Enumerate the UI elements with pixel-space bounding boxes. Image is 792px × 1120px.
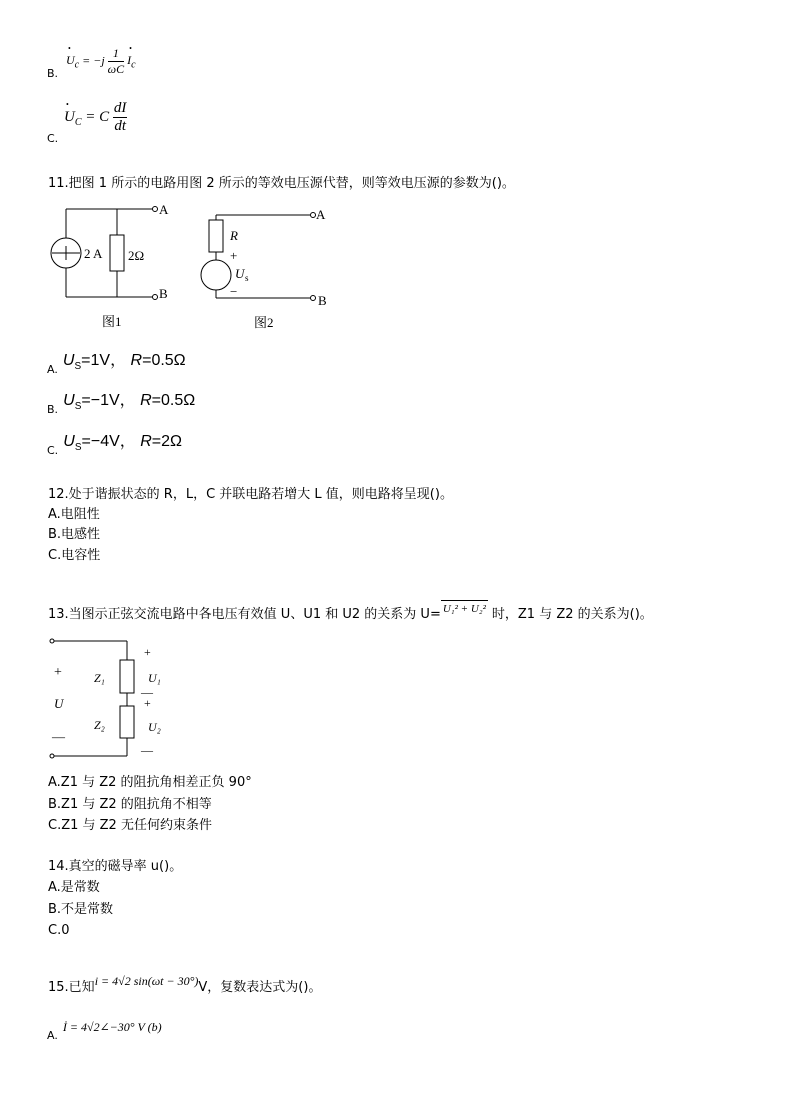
resistor-label: 2Ω (128, 248, 145, 263)
q11-option-a[interactable] (47, 347, 186, 376)
u-label: U (54, 696, 64, 711)
u-value: =1V， (81, 352, 127, 369)
r-symbol: R (130, 352, 143, 369)
q10-option-b[interactable] (47, 66, 58, 82)
option-value (63, 433, 182, 454)
u2-label: U₂ (148, 720, 161, 734)
q10-option-c[interactable] (47, 131, 58, 147)
q11-option-b[interactable] (47, 387, 196, 416)
resistor (110, 235, 124, 271)
u2-minus: — (141, 743, 153, 757)
r-value: =0.5Ω (151, 392, 196, 409)
option-label: B. (47, 403, 59, 416)
option-label: A. (47, 363, 58, 376)
u-subscript: S (74, 442, 82, 454)
u2-plus: + (144, 696, 151, 710)
u1-minus: — (141, 685, 153, 699)
z1-impedance (120, 660, 134, 693)
u-subscript: S (74, 361, 82, 373)
figure-2-circuit (201, 213, 316, 301)
u1-label: U₁ (148, 671, 161, 685)
q14-option-b[interactable]: B.不是常数 (48, 902, 114, 917)
resistor (209, 220, 223, 252)
formula-subscript: C (74, 116, 82, 128)
sqrt-expression: U₁² + U₂² (441, 600, 488, 617)
frac-denominator: ωC (107, 62, 125, 76)
formula-equals: = C (85, 108, 110, 125)
q11-question: 11.把图 1 所示的电路用图 2 所示的等效电压源代替，则等效电压源的参数为()。 (48, 176, 515, 191)
u-plus: + (54, 665, 62, 680)
q10-option-b-formula (66, 46, 136, 77)
q13-figure (44, 636, 174, 764)
question-text-end: 时，Z1 与 Z2 的关系为()。 (491, 607, 653, 622)
q11-figures (40, 198, 350, 336)
plus-sign: + (230, 248, 238, 263)
formula-subscript: c (74, 59, 80, 71)
q12-option-a[interactable]: A.电阻性 (48, 507, 100, 522)
q15-question (48, 974, 322, 996)
q11-option-c[interactable] (47, 428, 182, 457)
u-symbol: U (62, 352, 75, 369)
u-symbol: U (63, 392, 75, 409)
r-label: R (230, 228, 238, 243)
z2-label: Z₂ (94, 718, 105, 732)
figure-2-caption: 图2 (254, 315, 274, 330)
q13-option-b[interactable]: B.Z1 与 Z2 的阻抗角不相等 (48, 797, 212, 812)
frac-denominator: dt (114, 118, 126, 134)
q13-question (48, 603, 653, 623)
option-label: C. (47, 444, 59, 457)
question-text-start: 15.已知 (48, 980, 95, 995)
source-label: 2 A (84, 246, 103, 261)
q15-option-a[interactable] (47, 1016, 162, 1042)
option-label: B. (47, 67, 59, 80)
u1-plus: + (144, 645, 151, 659)
node-b-label: B (318, 293, 327, 308)
z2-impedance (120, 706, 134, 738)
formula-symbol: • I (127, 53, 131, 68)
r-value: =0.5Ω (142, 352, 186, 369)
minus-sign: − (230, 284, 238, 299)
r-symbol: R (140, 433, 152, 450)
formula-equals: = −j (82, 53, 105, 68)
node-a-label: A (159, 202, 169, 217)
option-value (62, 352, 186, 373)
q12-option-b[interactable]: B.电感性 (48, 527, 101, 542)
node-b-label: B (159, 286, 168, 301)
u-minus: — (52, 729, 65, 744)
formula-symbol: • U (66, 53, 75, 68)
q14-option-c[interactable]: C.0 (48, 923, 70, 938)
us-subscript: s (245, 273, 249, 283)
option-label: A. (47, 1029, 58, 1042)
q14-option-a[interactable]: A.是常数 (48, 880, 100, 895)
r-symbol: R (140, 392, 152, 409)
frac-numerator: 1 (108, 46, 124, 62)
figure-1-caption: 图1 (102, 314, 122, 329)
formula-fraction (113, 100, 128, 135)
q12-option-c[interactable]: C.电容性 (48, 548, 101, 563)
frac-numerator: dI (113, 100, 127, 116)
q13-option-a[interactable]: A.Z1 与 Z2 的阻抗角相差正负 90° (48, 775, 252, 790)
voltage-source (201, 260, 231, 290)
q12-question: 12.处于谐振状态的 R，L，C 并联电路若增大 L 值，则电路将呈现()。 (48, 487, 453, 502)
formula-subscript: c (131, 59, 136, 71)
u-symbol: U (63, 433, 75, 450)
option-label: C. (47, 132, 59, 145)
formula-fraction (108, 46, 124, 77)
option-expression: İ = 4√2∠−30° V (b) (62, 1020, 162, 1034)
formula-symbol: • U (64, 109, 75, 126)
z1-label: Z₁ (94, 671, 105, 685)
option-value (63, 392, 196, 413)
q10-option-c-formula (64, 100, 127, 135)
u-subscript: S (74, 401, 82, 413)
q14-question: 14.真空的磁导率 u()。 (48, 859, 183, 874)
q13-option-c[interactable]: C.Z1 与 Z2 无任何约束条件 (48, 818, 212, 833)
question-text-end: V，复数表达式为()。 (198, 980, 322, 995)
u-value: =−1V， (81, 392, 136, 409)
u-value: =−4V， (81, 433, 136, 450)
us-label: U (235, 266, 245, 281)
given-expression: i = 4√2 sin(ωt − 30°) (94, 974, 199, 988)
node-a-label: A (316, 207, 326, 222)
r-value: =2Ω (151, 433, 182, 450)
question-text-start: 13.当图示正弦交流电路中各电压有效值 U、U1 和 U2 的关系为 U= (48, 607, 441, 622)
